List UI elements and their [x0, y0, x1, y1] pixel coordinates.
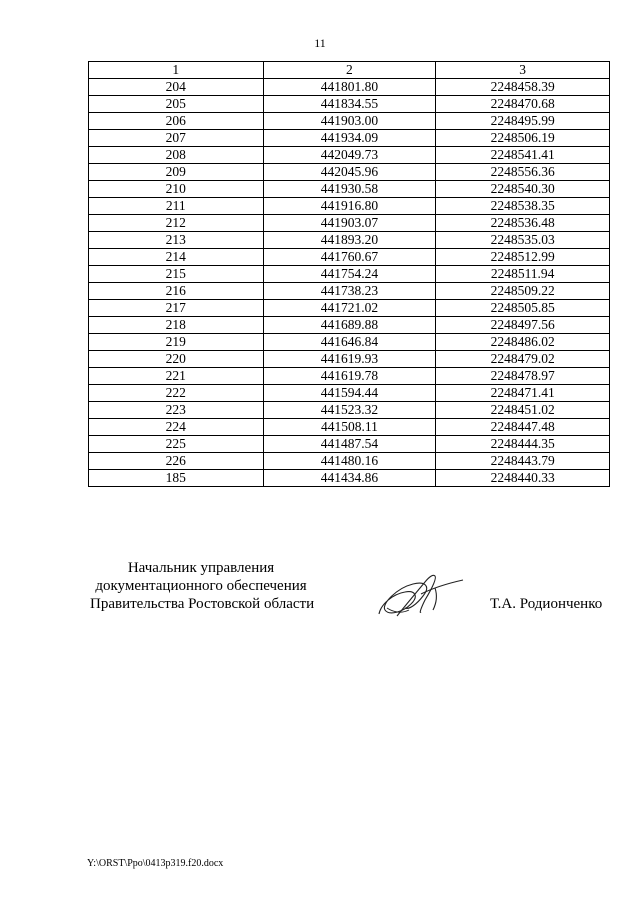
- table-row: [89, 334, 610, 351]
- table-row: [89, 164, 610, 181]
- table-cell: 2248535.03: [436, 232, 610, 249]
- table-cell: 207: [89, 130, 264, 147]
- table-row: [89, 419, 610, 436]
- table-cell: 219: [89, 334, 264, 351]
- table-row: [89, 232, 610, 249]
- table-row: [89, 147, 610, 164]
- table-cell: 2248506.19: [436, 130, 610, 147]
- table-cell: 221: [89, 368, 264, 385]
- table-cell: 2248470.68: [436, 96, 610, 113]
- table-cell: 215: [89, 266, 264, 283]
- table-cell: 2248458.39: [436, 79, 610, 96]
- table-cell: 441487.54: [263, 436, 436, 453]
- table-cell: 220: [89, 351, 264, 368]
- table-cell: 210: [89, 181, 264, 198]
- table-cell: 2248540.30: [436, 181, 610, 198]
- table-cell: 441754.24: [263, 266, 436, 283]
- table-cell: 2248536.48: [436, 215, 610, 232]
- table-row: [89, 198, 610, 215]
- table-cell: 222: [89, 385, 264, 402]
- table-row: [89, 470, 610, 487]
- column-header-2: 2: [263, 62, 436, 79]
- table-row: [89, 113, 610, 130]
- table-cell: 2248497.56: [436, 317, 610, 334]
- table-cell: 441760.67: [263, 249, 436, 266]
- table-cell: 2248556.36: [436, 164, 610, 181]
- column-header-3: 3: [436, 62, 610, 79]
- table-cell: 213: [89, 232, 264, 249]
- table-cell: 185: [89, 470, 264, 487]
- table-cell: 441916.80: [263, 198, 436, 215]
- table-cell: 205: [89, 96, 264, 113]
- table-cell: 2248479.02: [436, 351, 610, 368]
- table-cell: 441738.23: [263, 283, 436, 300]
- table-cell: 209: [89, 164, 264, 181]
- table-row: [89, 436, 610, 453]
- table-row: [89, 96, 610, 113]
- table-cell: 2248444.35: [436, 436, 610, 453]
- table-cell: 441834.55: [263, 96, 436, 113]
- table-cell: 217: [89, 300, 264, 317]
- table-row: [89, 385, 610, 402]
- page-number: 11: [314, 36, 326, 50]
- table-cell: 226: [89, 453, 264, 470]
- table-cell: 2248447.48: [436, 419, 610, 436]
- table-cell: 204: [89, 79, 264, 96]
- table-cell: 2248443.79: [436, 453, 610, 470]
- table-cell: 2248538.35: [436, 198, 610, 215]
- position-title: [90, 559, 315, 613]
- table-cell: 211: [89, 198, 264, 215]
- table-cell: 2248511.94: [436, 266, 610, 283]
- position-line: Начальник управления: [127, 560, 275, 576]
- table-cell: 441646.84: [263, 334, 436, 351]
- table-cell: 2248440.33: [436, 470, 610, 487]
- table-cell: 2248478.97: [436, 368, 610, 385]
- table-row: [89, 181, 610, 198]
- table-cell: 208: [89, 147, 264, 164]
- signature-block: [90, 559, 630, 629]
- table-row: [89, 300, 610, 317]
- table-cell: 441801.80: [263, 79, 436, 96]
- table-cell: 225: [89, 436, 264, 453]
- table-cell: 2248505.85: [436, 300, 610, 317]
- table-cell: 212: [89, 215, 264, 232]
- table-cell: 441934.09: [263, 130, 436, 147]
- table-cell: 2248541.41: [436, 147, 610, 164]
- table-row: [89, 266, 610, 283]
- table-row: [89, 317, 610, 334]
- table-row: [89, 130, 610, 147]
- table-cell: 441903.07: [263, 215, 436, 232]
- table-row: [89, 215, 610, 232]
- table-cell: 441903.00: [263, 113, 436, 130]
- table-cell: 2248512.99: [436, 249, 610, 266]
- table-cell: 441721.02: [263, 300, 436, 317]
- table-cell: 2248495.99: [436, 113, 610, 130]
- signer-name: Т.А. Родионченко: [490, 596, 603, 612]
- column-header-1: 1: [89, 62, 264, 79]
- table-cell: 216: [89, 283, 264, 300]
- table-cell: 2248486.02: [436, 334, 610, 351]
- table-cell: 441930.58: [263, 181, 436, 198]
- table-cell: 2248471.41: [436, 385, 610, 402]
- table-header-row: [89, 62, 610, 79]
- table-cell: 441893.20: [263, 232, 436, 249]
- coordinates-table: [88, 61, 610, 487]
- table-cell: 442045.96: [263, 164, 436, 181]
- table-cell: 214: [89, 249, 264, 266]
- table-cell: 441619.93: [263, 351, 436, 368]
- table-cell: 441480.16: [263, 453, 436, 470]
- table-cell: 442049.73: [263, 147, 436, 164]
- table-cell: 224: [89, 419, 264, 436]
- table-cell: 441523.32: [263, 402, 436, 419]
- table-cell: 223: [89, 402, 264, 419]
- table-cell: 441434.86: [263, 470, 436, 487]
- table-cell: 206: [89, 113, 264, 130]
- table-cell: 218: [89, 317, 264, 334]
- table-row: [89, 351, 610, 368]
- table-row: [89, 402, 610, 419]
- table-cell: 441594.44: [263, 385, 436, 402]
- handwritten-signature-icon: [375, 564, 467, 624]
- table-cell: 2248451.02: [436, 402, 610, 419]
- position-line: документационного обеспечения: [95, 578, 307, 594]
- table-body: [89, 79, 610, 487]
- table-row: [89, 283, 610, 300]
- file-path: Y:\ORST\Ppo\0413p319.f20.docx: [87, 858, 224, 869]
- position-line: Правительства Ростовской области: [90, 596, 315, 612]
- table-cell: 441508.11: [263, 419, 436, 436]
- table-row: [89, 79, 610, 96]
- table-row: [89, 249, 610, 266]
- table-cell: 441689.88: [263, 317, 436, 334]
- table-row: [89, 453, 610, 470]
- table-row: [89, 368, 610, 385]
- table-cell: 2248509.22: [436, 283, 610, 300]
- table-cell: 441619.78: [263, 368, 436, 385]
